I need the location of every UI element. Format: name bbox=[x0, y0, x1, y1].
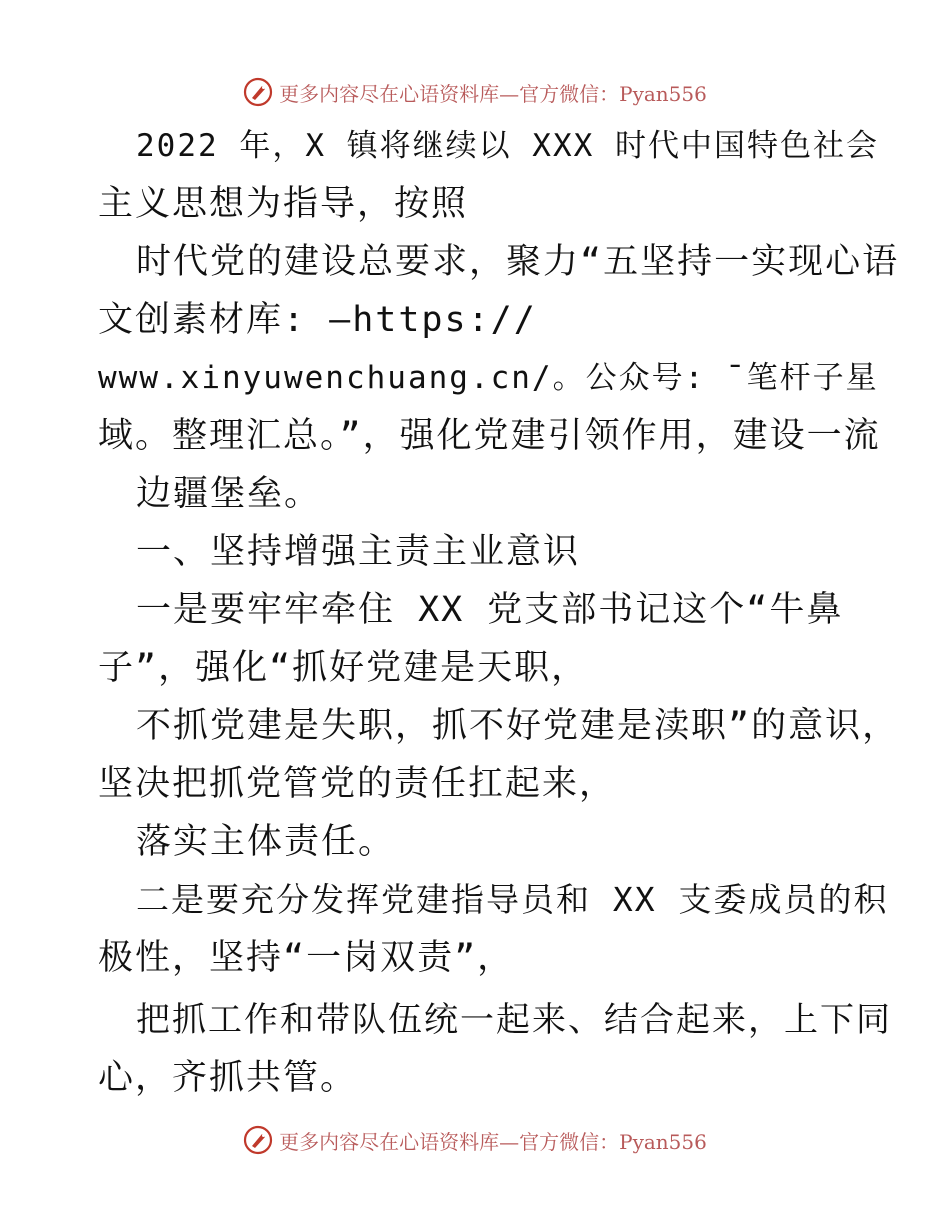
body-line: 时代党的建设总要求，聚力“五坚持一实现心语 bbox=[136, 242, 900, 282]
body-line: 不抓党建是失职，抓不好党建是渎职”的意识， bbox=[136, 706, 900, 746]
body-line: 一是要牢牢牵住 XX 党支部书记这个“牛鼻 bbox=[136, 590, 844, 630]
pen-nib-logo-icon bbox=[243, 77, 273, 107]
footer-banner bbox=[0, 1120, 950, 1160]
header-banner-text: 更多内容尽在心语资料库—官方微信：Pyan556 bbox=[279, 81, 707, 106]
body-line: 极性，坚持“一岗双责”， bbox=[98, 938, 515, 978]
body-line: 域。整理汇总。”，强化党建引领作用，建设一流 bbox=[98, 416, 881, 456]
header-banner bbox=[0, 72, 950, 112]
body-line: 子”，强化“抓好党建是天职， bbox=[98, 648, 589, 688]
body-line: 把抓工作和带队伍统一起来、结合起来，上下同 bbox=[136, 1000, 892, 1040]
body-line: 2022 年，X 镇将继续以 XXX 时代中国特色社会 bbox=[136, 128, 879, 164]
section-heading: 一、坚持增强主责主业意识 bbox=[136, 532, 581, 572]
body-line: 心，齐抓共管。 bbox=[98, 1058, 358, 1098]
body-line: 二是要充分发挥党建指导员和 XX 支委成员的积 bbox=[136, 880, 889, 919]
body-line: 落实主体责任。 bbox=[136, 822, 396, 862]
body-line: 主义思想为指导，按照 bbox=[98, 184, 469, 224]
body-line: www.xinyuwenchuang.cn/。公众号: ¯笔杆子星 bbox=[98, 360, 879, 396]
footer-banner-text: 更多内容尽在心语资料库—官方微信：Pyan556 bbox=[279, 1129, 707, 1154]
body-line: 文创素材库: —https:// bbox=[98, 300, 537, 340]
body-line: 坚决把抓党管党的责任扛起来， bbox=[98, 764, 617, 804]
pen-nib-logo-icon bbox=[243, 1125, 273, 1155]
body-line: 边疆堡垒。 bbox=[136, 474, 322, 514]
